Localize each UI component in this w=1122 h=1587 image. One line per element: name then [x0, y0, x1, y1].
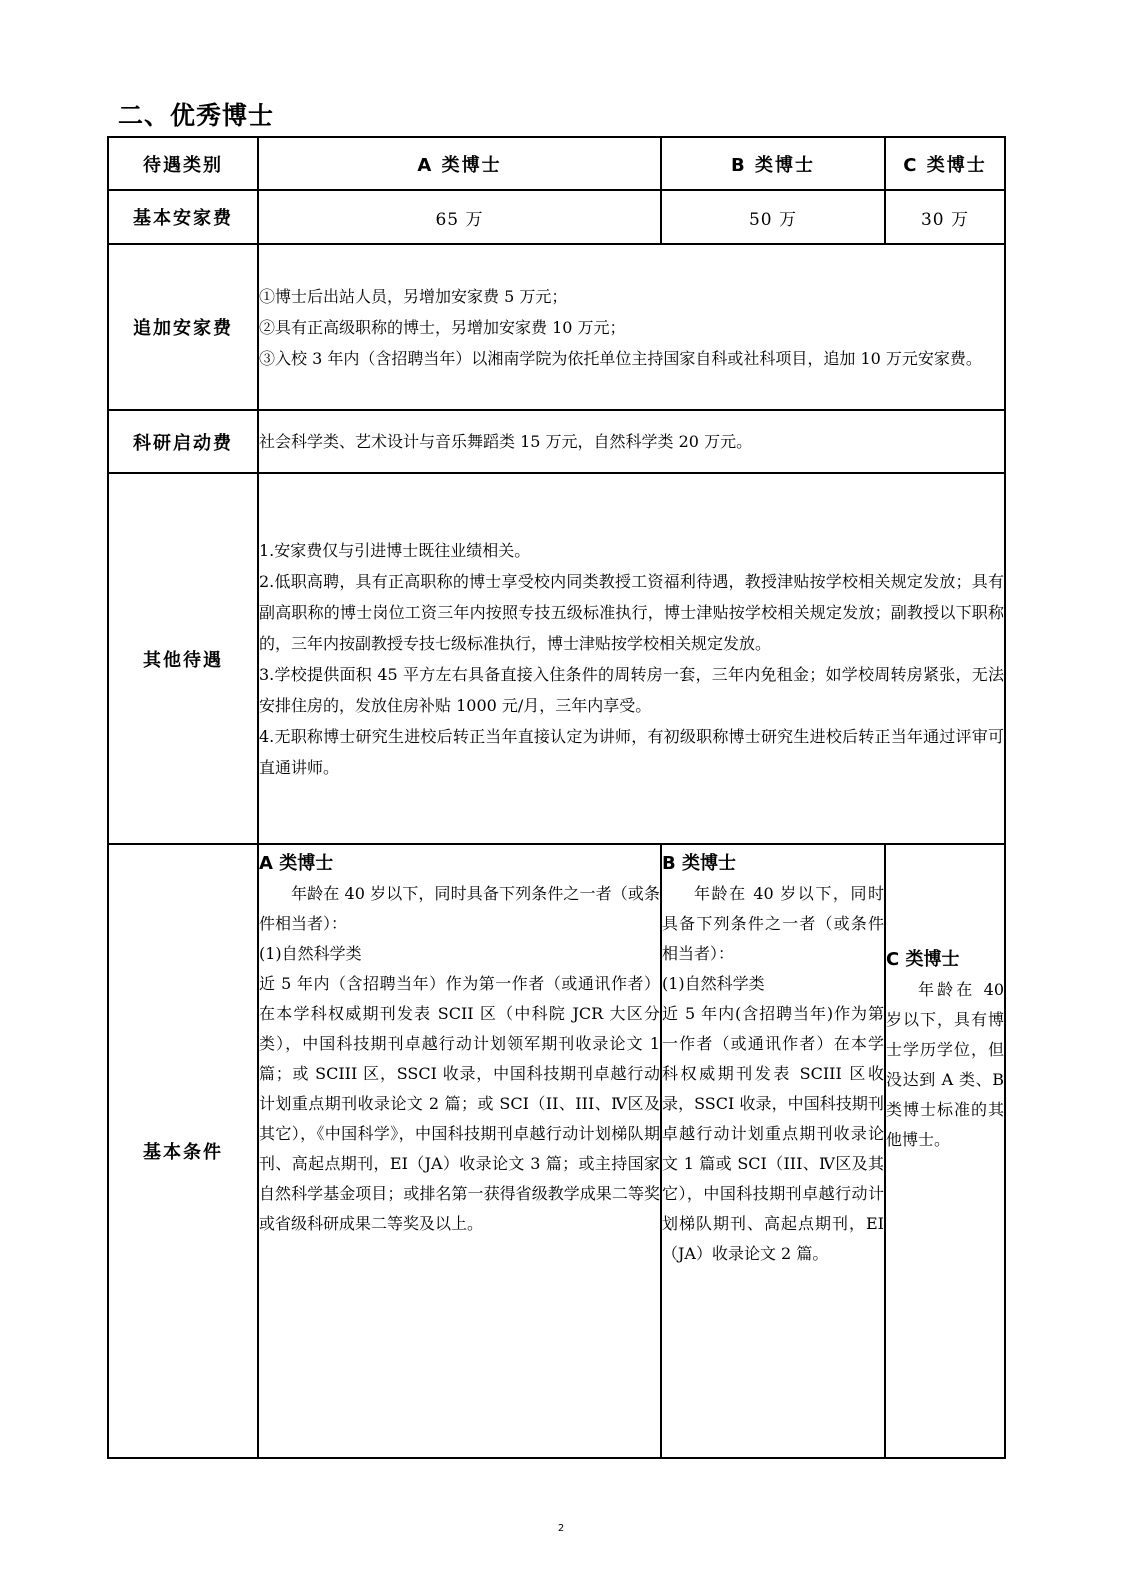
research-fee-label: 科研启动费 [108, 410, 258, 473]
conditions-c-text: 年龄在 40 岁以下，具有博士学历学位，但没达到 A 类、B 类博士标准的其他博士。 [886, 980, 1004, 1149]
conditions-a-title: A 类博士 [259, 853, 334, 874]
conditions-b-intro: 年龄在 40 岁以下，同时具备下列条件之一者（或条件相当者）： [662, 884, 884, 963]
conditions-label: 基本条件 [108, 844, 258, 1458]
basic-fee-b: 50 万 [661, 190, 885, 244]
conditions-b [661, 844, 885, 1458]
header-c: C 类博士 [885, 137, 1005, 190]
basic-fee-label: 基本安家费 [108, 190, 258, 244]
other-benefits-row [108, 473, 1005, 844]
basic-fee-a: 65 万 [258, 190, 661, 244]
conditions-a [258, 844, 661, 1458]
conditions-row [108, 844, 1005, 1458]
basic-fee-row [108, 190, 1005, 244]
extra-fee-line: ③入校 3 年内（含招聘当年）以湘南学院为依托单位主持国家自科或社科项目，追加 10 万元安家费。 [259, 348, 982, 368]
extra-fee-line: ②具有正高级职称的博士，另增加安家费 10 万元； [259, 317, 626, 337]
basic-fee-c: 30 万 [885, 190, 1005, 244]
research-fee-content: 社会科学类、艺术设计与音乐舞蹈类 15 万元，自然科学类 20 万元。 [258, 410, 1005, 473]
other-benefit-item: 2.低职高聘，具有正高职称的博士享受校内同类教授工资福利待遇，教授津贴按学校相关规定发放；具有副高职称的博士岗位工资三年内按照专技五级标准执行，博士津贴按学校相关规定发放；副教授以下职称的，三年内按副教授专技七级标准执行，博士津贴按学校相关规定发放。 [259, 571, 1004, 653]
page-number: 2 [557, 1523, 565, 1534]
policy-table [107, 136, 1006, 1459]
other-benefit-item: 3.学校提供面积 45 平方左右具备直接入住条件的周转房一套，三年内免租金；如学校周转房紧张，无法安排住房的，发放住房补贴 1000 元/月，三年内享受。 [259, 664, 1004, 715]
other-benefit-item: 1.安家费仅与引进博士既往业绩相关。 [259, 540, 531, 560]
conditions-c-title: C 类博士 [886, 949, 960, 970]
header-a: A 类博士 [258, 137, 661, 190]
other-benefits-label: 其他待遇 [108, 473, 258, 844]
header-b: B 类博士 [661, 137, 885, 190]
conditions-b-text: 近 5 年内(含招聘当年)作为第一作者（或通讯作者）在本学科权威期刊发表 SCIII 区收录，SSCI 收录，中国科技期刊卓越行动计划重点期刊收录论文 1 篇或 SCI（III、Ⅳ区及其它），中国科技期刊卓越行动计划梯队期刊、高起点期刊，EI（JA）收录论文 2 篇。 [662, 1004, 884, 1263]
conditions-c [885, 844, 1005, 1458]
extra-fee-row [108, 244, 1005, 410]
header-row [108, 137, 1005, 190]
conditions-a-category: (1)自然科学类 [259, 944, 362, 963]
conditions-a-intro: 年龄在 40 岁以下，同时具备下列条件之一者（或条件相当者）： [259, 884, 660, 933]
header-category: 待遇类别 [108, 137, 258, 190]
conditions-a-text: 近 5 年内（含招聘当年）作为第一作者（或通讯作者）在本学科权威期刊发表 SCII 区（中科院 JCR 大区分类），中国科技期刊卓越行动计划领军期刊收录论文 1 篇；或 SCIII 区，SSCI 收录，中国科技期刊卓越行动计划重点期刊收录论文 2 篇；或 SCI（II、III、Ⅳ区及其它），《中国科学》，中国科技期刊卓越行动计划梯队期刊、高起点期刊，EI（JA）收录论文 3 篇；或主持国家自然科学基金项目；或排名第一获得省级教学成果二等奖或省级科研成果二等奖及以上。 [259, 974, 660, 1233]
conditions-b-title: B 类博士 [662, 853, 736, 874]
extra-fee-content [258, 244, 1005, 410]
research-fee-row [108, 410, 1005, 473]
conditions-b-category: (1)自然科学类 [662, 974, 765, 993]
other-benefits-content [258, 473, 1005, 844]
other-benefit-item: 4.无职称博士研究生进校后转正当年直接认定为讲师，有初级职称博士研究生进校后转正当年通过评审可直通讲师。 [259, 726, 1004, 777]
extra-fee-label: 追加安家费 [108, 244, 258, 410]
extra-fee-line: ①博士后出站人员，另增加安家费 5 万元； [259, 286, 568, 306]
section-title: 二、优秀博士 [118, 101, 275, 130]
